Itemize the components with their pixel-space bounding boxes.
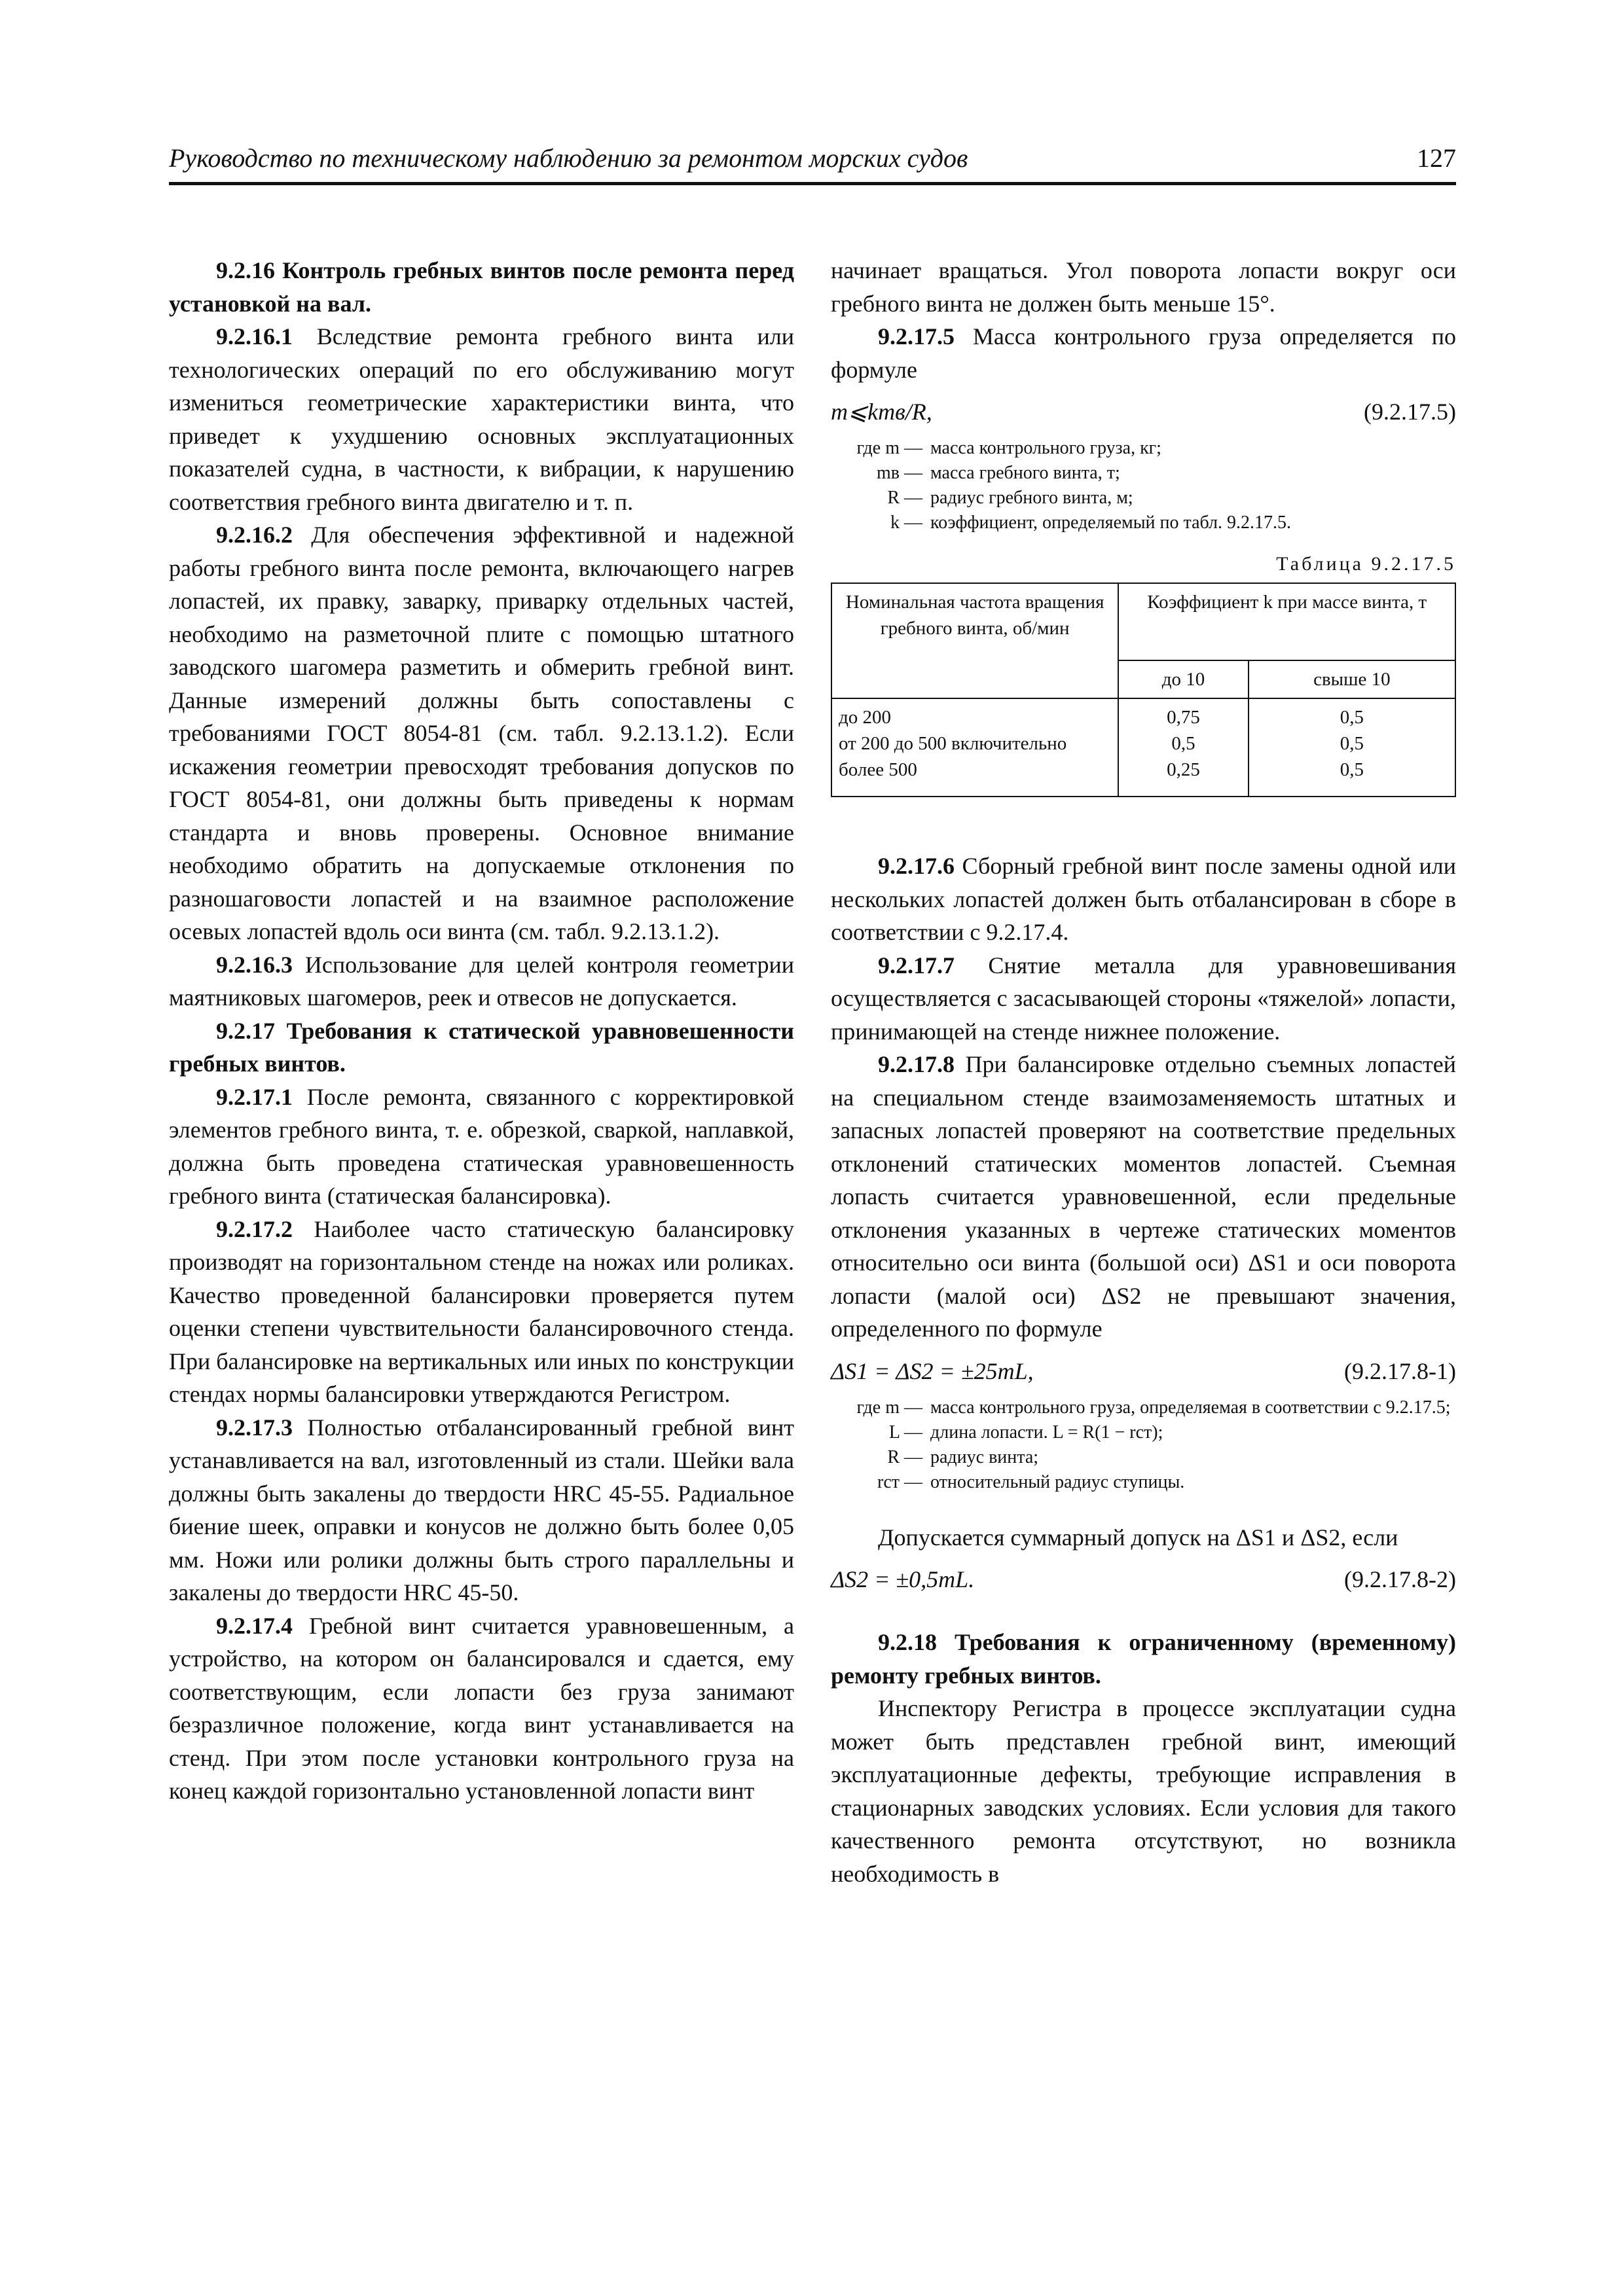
formula-9-2-17-8-1 <box>831 1355 1456 1394</box>
section-9-2-17-title: 9.2.17 Требования к статической уравновешенности гребных винтов. <box>169 1017 794 1077</box>
table-header-coefficient: Коэффициент k при массе винта, т <box>1118 583 1455 660</box>
formula-expression: ΔS2 = ±0,5mL. <box>831 1566 975 1592</box>
coefficient-table <box>831 583 1456 797</box>
table-header-upto-10: до 10 <box>1118 660 1248 698</box>
paragraph-9-2-17-2: 9.2.17.2 Наиболее часто статическую балансировку производят на горизонтальном стенде на ножах или роликах. Качество проведенной балансировки проверяется путем оценки степени чувствительности балансировочного стенда. При балансировке на вертикальных или иных по конструкции стендах нормы балансировки утверждаются Регистром. <box>169 1215 794 1407</box>
legend-row: L — длина лопасти. L = R(1 − rст); <box>888 1422 1163 1443</box>
paragraph-9-2-17-1: 9.2.17.1 После ремонта, связанного с корректировкой элементов гребного винта, т. е. обрезкой, сваркой, наплавкой, должна быть проведена статическая уравновешенность гребного винта (статическая балансировка). <box>169 1083 794 1209</box>
formula-9-2-17-5 <box>831 395 1456 435</box>
table-cell-k-over-10: 0,5 0,5 0,5 <box>1249 698 1455 797</box>
left-column <box>169 254 794 1808</box>
formula-legend <box>831 436 1456 535</box>
right-column <box>831 254 1456 1890</box>
paragraph-9-2-16-1: 9.2.16.1 Вследствие ремонта гребного винта или технологических операций по его обслуживанию могут измениться геометрические характеристики винта, что приведет к ухудшению основных эксплуатационных показателей судна, в частности, к вибрации, к нарушению соответствия гребного винта двигателю и т. п. <box>169 323 794 515</box>
legend-row: R — радиус винта; <box>887 1446 1039 1467</box>
paragraph-continuation: начинает вращаться. Угол поворота лопасти вокруг оси гребного винта не должен быть меньше 15°. <box>831 257 1456 317</box>
paragraph-9-2-17-5: 9.2.17.5 Масса контрольного груза определяется по формуле <box>831 323 1456 383</box>
formula-9-2-17-8-2 <box>831 1563 1456 1602</box>
paragraph-9-2-17-6: 9.2.17.6 Сборный гребной винт после замены одной или нескольких лопастей должен быть отбалансирован в сборе в соответствии с 9.2.17.4. <box>831 853 1456 945</box>
paragraph-9-2-17-7: 9.2.17.7 Снятие металла для уравновешивания осуществляется с засасывающей стороны «тяжелой» лопасти, принимающей на стенде нижнее положение. <box>831 952 1456 1045</box>
table-cell-frequency: до 200 от 200 до 500 включительно более 500 <box>831 698 1118 797</box>
formula-expression: ΔS1 = ΔS2 = ±25mL, <box>831 1357 1034 1384</box>
paragraph-9-2-18: Инспектору Регистра в процессе эксплуатации судна может быть представлен гребной винт, имеющий эксплуатационные дефекты, требующие исправления в стационарных заводских условиях. Если условия для такого качественного ремонта отсутствуют, но возникла необходимость в <box>831 1695 1456 1887</box>
header-title: Руководство по техническому наблюдению за ремонтом морских судов <box>169 143 968 173</box>
table-cell-k-upto-10: 0,75 0,5 0,25 <box>1118 698 1248 797</box>
spacer <box>831 797 1456 850</box>
formula-legend <box>831 1395 1456 1495</box>
paragraph-9-2-16-2: 9.2.16.2 Для обеспечения эффективной и надежной работы гребного винта после ремонта, включающего нагрев лопастей, их правку, заварку, приварку отдельных частей, необходимо на разметочной плите с помощью штатного заводского шагомера разметить и обмерить гребной винт. Данные измерений должны быть сопоставлены с требованиями ГОСТ 8054-81 (см. табл. 9.2.13.1.2). Если искажения геометрии превосходят требования допусков по ГОСТ 8054-81, они должны быть приведены к нормам стандарта и вновь проверены. Основное внимание необходимо обратить на допускаемые отклонения по разношаговости лопастей и на взаимное расположение осевых лопастей вдоль оси винта (см. табл. 9.2.13.1.2). <box>169 522 794 944</box>
legend-row: rст — относительный радиус ступицы. <box>877 1471 1185 1492</box>
formula-number: (9.2.17.8-2) <box>1344 1566 1456 1592</box>
section-9-2-16-title: 9.2.16 Контроль гребных винтов после ремонта перед установкой на вал. <box>169 257 794 317</box>
paragraph-9-2-17-8: 9.2.17.8 При балансировке отдельно съемных лопастей на специальном стенде взаимозаменяемость штатных и запасных лопастей проверяют на соответствие предельных отклонений статических моментов лопастей. Съемная лопасть считается уравновешенной, если предельные отклонения указанных в чертеже статических моментов относительно оси винта (большой оси) ΔS1 и оси поворота лопасти (малой оси) ΔS2 не превышают значения, определенного по формуле <box>831 1051 1456 1342</box>
paragraph-tolerance: Допускается суммарный допуск на ΔS1 и ΔS2, если <box>878 1524 1398 1551</box>
table-caption: Таблица 9.2.17.5 <box>1276 553 1456 575</box>
formula-number: (9.2.17.5) <box>1364 399 1456 425</box>
legend-row: R — радиус гребного винта, м; <box>887 488 1133 508</box>
page-number: 127 <box>1417 143 1456 173</box>
running-header <box>169 143 1456 185</box>
table-header-over-10: свыше 10 <box>1249 660 1455 698</box>
legend-row: где m — масса контрольного груза, определяемая в соответствии с 9.2.17.5; <box>856 1397 1451 1418</box>
legend-row: где m — масса контрольного груза, кг; <box>856 438 1161 458</box>
paragraph-9-2-17-3: 9.2.17.3 Полностью отбалансированный гребной винт устанавливается на вал, изготовленный из стали. Шейки вала должны быть закалены до твердости HRC 45-55. Радиальное биение шеек, оправки и конусов не должно быть более 0,05 мм. Ножи или ролики должны быть строго параллельны и закалены до твердости HRC 45-50. <box>169 1414 794 1605</box>
legend-row: k — коэффициент, определяемый по табл. 9.2.17.5. <box>890 512 1292 533</box>
paragraph-9-2-17-4: 9.2.17.4 Гребной винт считается уравновешенным, а устройство, на котором он балансировался и сдается, ему соответствующим, если лопасти без груза занимают безразличное положение, когда винт устанавливается на стенд. При этом после установки контрольного груза на конец каждой горизонтально установленной лопасти винт <box>169 1612 794 1804</box>
section-9-2-18-title: 9.2.18 Требования к ограниченному (временному) ремонту гребных винтов. <box>831 1629 1456 1689</box>
formula-expression: m⩽kmв/R, <box>831 399 932 425</box>
table-header-frequency: Номинальная частота вращения гребного винта, об/мин <box>831 583 1118 698</box>
legend-row: mв — масса гребного винта, т; <box>877 463 1120 483</box>
paragraph-9-2-16-3: 9.2.16.3 Использование для целей контроля геометрии маятниковых шагомеров, реек и отвесов не допускается. <box>169 951 794 1011</box>
formula-number: (9.2.17.8-1) <box>1344 1357 1456 1384</box>
